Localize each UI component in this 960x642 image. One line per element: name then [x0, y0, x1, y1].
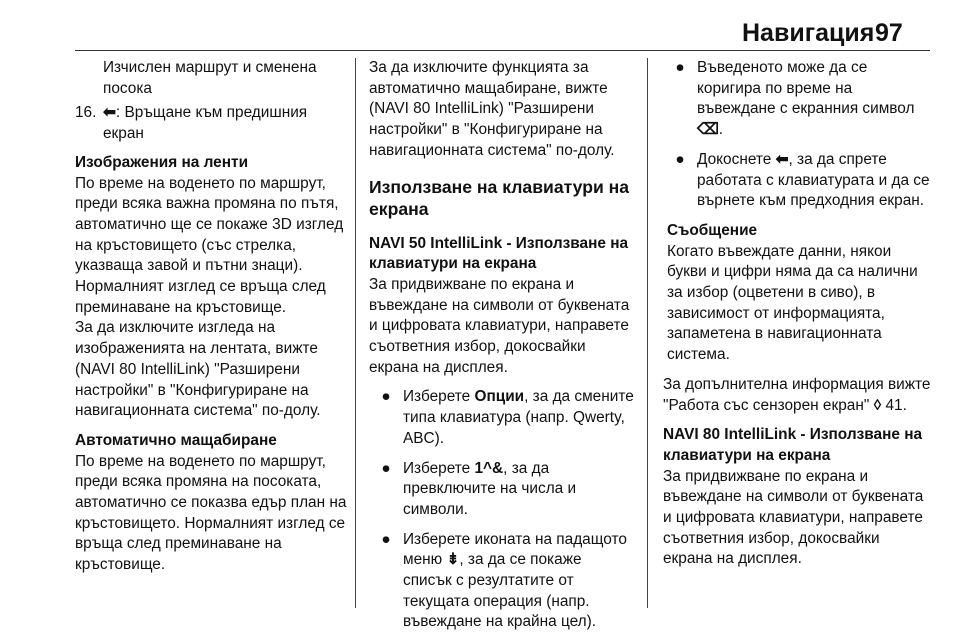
symbols-key-label: 1^&	[474, 459, 504, 477]
bullet-text: Изберете	[403, 459, 475, 477]
list-item-number: 16.	[75, 104, 97, 122]
dropdown-menu-icon: ⇟	[446, 551, 460, 569]
bullet-text: Изберете иконата на падащото меню	[403, 530, 627, 569]
back-arrow-icon: ⬅	[775, 150, 789, 168]
bullet-text: Въведеното може да се коригира по време на въвеждане с екранния символ	[697, 59, 915, 118]
back-arrow-icon: ⬅	[103, 104, 116, 122]
body-navi80: За придвижване по екрана и въвеждане на символи от буквената и цифровата клавиатури, направете съответния избор, докосвайки екрана на дисплея.	[663, 467, 924, 568]
list-item	[369, 387, 634, 449]
options-label: Опции	[474, 388, 525, 406]
section-heading-keyboards: Използване на клавиатури на екрана	[369, 176, 630, 219]
bullet-dot: ●	[381, 459, 391, 477]
bullet-text: Докоснете	[697, 150, 776, 168]
column-3	[663, 58, 931, 579]
more-info-paragraph	[663, 375, 931, 416]
header-title: Навигация	[742, 19, 875, 47]
note-title: Съобщение	[667, 221, 758, 239]
backspace-icon: ⌫	[697, 121, 719, 139]
subheading-navi50: NAVI 50 IntelliLink - Използване на клавиатури на екрана	[369, 234, 629, 273]
bullet-dot: ●	[675, 59, 685, 76]
list-item	[369, 459, 634, 521]
bullet-text: , за да се покаже списък с резултатите от текущата операция (напр. въвеждане на крайна цел).	[403, 551, 597, 631]
list-item-text-2: екран	[103, 125, 144, 143]
continued-text-line2: посока	[103, 79, 152, 97]
bullet-text: .	[718, 121, 724, 139]
column-2	[369, 58, 634, 642]
column-divider-1	[355, 58, 356, 608]
page-reference-icon: ◊	[873, 396, 882, 414]
list-item	[663, 58, 931, 141]
page-number: 97	[875, 19, 903, 47]
intro-paragraph: За да изключите функцията за автоматично мащабиране, вижте (NAVI 80 IntelliLink) "Разширени настройки" в "Конфигуриране на навигационната система" по-долу.	[369, 59, 615, 159]
list-item-text: : Връщане към предишния	[115, 104, 308, 122]
more-info-page-ref: 41.	[885, 396, 907, 414]
section-heading-auto-zoom: Автоматично мащабиране	[75, 431, 277, 449]
list-item-16	[75, 103, 347, 144]
bullet-text: , за да смените типа клавиатура (напр. Qwerty, ABC).	[403, 388, 634, 447]
continued-text-line1: Изчислен маршрут и сменена	[103, 59, 317, 76]
section-body-lane-images: По време на воденето по маршрут, преди всяка важна промяна по пътя, автоматично ще се покаже 3D изглед на кръстовището (със стрелка, указваща завой и пътни знаци). Нормалният изглед се връща след преминаване на кръстовище.	[75, 174, 344, 316]
more-info-text: За допълнителна информация вижте "Работа със сензорен екран"	[663, 375, 931, 414]
column-1	[75, 58, 347, 576]
bullet-text: , за да спрете работата с клавиатурата и да се върнете към предходния екран.	[697, 150, 930, 210]
note-box	[663, 221, 931, 366]
header-rule	[75, 50, 930, 51]
bullet-text: , за да превключите на числа и символи.	[403, 459, 577, 518]
bullet-dot: ●	[381, 388, 391, 406]
list-item	[369, 530, 634, 634]
list-item	[663, 150, 931, 212]
section-heading-lane-images: Изображения на ленти	[75, 153, 249, 171]
bullet-text: Изберете	[403, 388, 475, 406]
body-navi50: За придвижване по екрана и въвеждане на символи от буквената и цифровата клавиатури, направете съответния избор, докосвайки екрана на дисплея.	[369, 275, 630, 376]
note-body: Когато въвеждате данни, някои букви и цифри няма да са налични за избор (оцветени в сиво), в зависимост от информацията, запаметена в навигационната система.	[667, 242, 918, 364]
section-body-lane-images-2: За да изключите изгледа на изображенията на лентата, вижте (NAVI 80 IntelliLink) "Разширени настройки" в "Конфигуриране на навигационната система" по-долу.	[75, 319, 321, 420]
bullet-dot: ●	[381, 530, 391, 548]
section-body-auto-zoom: По време на воденето по маршрут, преди всяка промяна на посоката, автоматично се показва едър план на кръстовището. Нормалният изглед се връща след преминаване на кръстовище.	[75, 452, 347, 574]
subheading-navi80: NAVI 80 IntelliLink - Използване на клавиатури на екрана	[663, 426, 923, 464]
bullet-dot: ●	[675, 150, 685, 168]
column-divider-2	[647, 58, 648, 608]
